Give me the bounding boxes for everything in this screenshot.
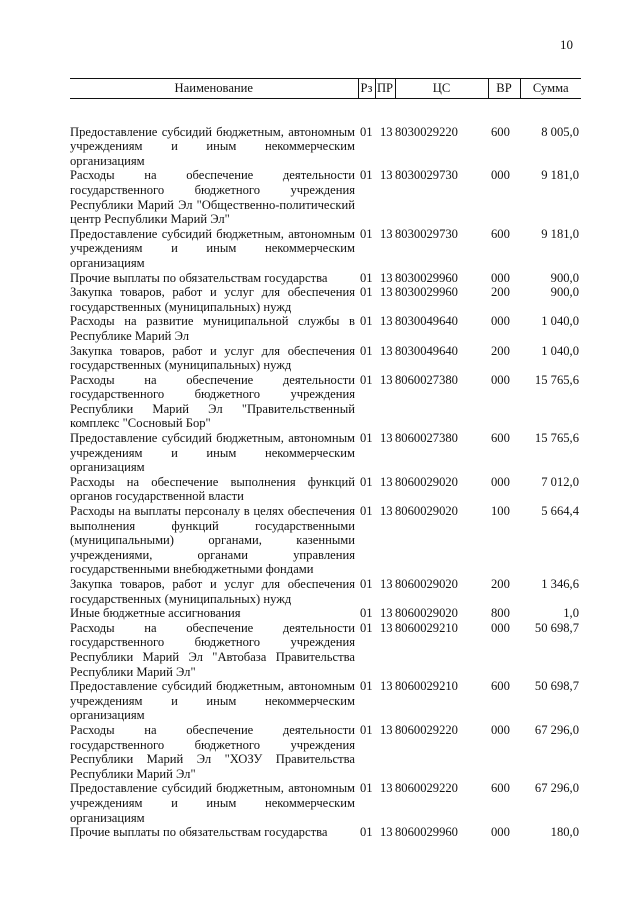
row-pr: 13: [380, 124, 393, 139]
table-row: [70, 431, 581, 475]
row-pr: 13: [380, 226, 393, 241]
table-row: [70, 344, 581, 373]
row-name: Прочие выплаты по обязательствам государства: [70, 270, 328, 285]
row-cs: 8060029020: [395, 577, 458, 591]
row-cs: 8060029960: [395, 825, 458, 840]
header-pr: ПР: [375, 79, 395, 99]
row-pr: 13: [380, 168, 393, 183]
row-rz: 01: [360, 124, 373, 139]
table-body: [70, 98, 581, 840]
row-rz: 01: [360, 168, 373, 183]
row-cs: 8030029960: [395, 270, 458, 285]
row-sum: 15 765,6: [534, 372, 579, 387]
row-cs: 8030029730: [395, 168, 458, 183]
row-name: Предоставление субсидий бюджетным, автономным учреждениям и иным некоммерческим организациям: [70, 124, 355, 168]
table-row: [70, 621, 581, 679]
table-row: [70, 314, 581, 343]
row-vr: 000: [491, 314, 510, 329]
row-rz: 01: [360, 504, 373, 519]
row-sum: 67 296,0: [534, 781, 579, 796]
row-vr: 800: [491, 606, 510, 621]
row-pr: 13: [380, 722, 393, 737]
row-vr: 000: [491, 474, 510, 489]
table-row: [70, 504, 581, 577]
row-name: Расходы на развитие муниципальной службы в Республике Марий Эл: [70, 314, 355, 343]
row-rz: 01: [360, 372, 373, 387]
row-cs: 8060029210: [395, 679, 458, 694]
row-vr: 100: [491, 504, 510, 519]
row-vr: 600: [491, 431, 510, 446]
row-pr: 13: [380, 474, 393, 489]
row-sum: 67 296,0: [534, 722, 579, 737]
row-rz: 01: [360, 722, 373, 737]
row-rz: 01: [360, 781, 373, 796]
header-vr: ВР: [488, 79, 520, 99]
row-cs: 8030029960: [395, 285, 458, 300]
row-vr: 600: [491, 679, 510, 694]
row-pr: 13: [380, 781, 393, 796]
row-sum: 50 698,7: [534, 620, 579, 635]
row-vr: 200: [491, 343, 510, 358]
row-sum: 1,0: [563, 606, 579, 621]
row-name: Иные бюджетные ассигнования: [70, 606, 241, 621]
row-rz: 01: [360, 474, 373, 489]
row-name: Расходы на обеспечение деятельности государственного бюджетного учреждения Республики Марий Эл "Правительственный комплекс "Сосновый Бор": [70, 372, 355, 431]
row-pr: 13: [380, 285, 393, 300]
row-sum: 15 765,6: [534, 431, 579, 446]
row-pr: 13: [380, 372, 393, 387]
row-cs: 8030029220: [395, 124, 458, 139]
row-pr: 13: [380, 577, 393, 591]
row-name: Предоставление субсидий бюджетным, автономным учреждениям и иным некоммерческим организациям: [70, 226, 355, 270]
header-row: [70, 79, 581, 99]
row-name: Предоставление субсидий бюджетным, автономным учреждениям и иным некоммерческим организациям: [70, 431, 355, 475]
row-rz: 01: [360, 577, 373, 591]
row-pr: 13: [380, 314, 393, 329]
row-rz: 01: [360, 226, 373, 241]
row-name: Расходы на обеспечение деятельности государственного бюджетного учреждения Республики Марий Эл "Общественно-политический центр Республики Марий Эл": [70, 168, 355, 227]
row-rz: 01: [360, 825, 373, 840]
header-cs: ЦС: [395, 79, 488, 99]
row-sum: 900,0: [550, 285, 579, 300]
row-name: Расходы на обеспечение деятельности государственного бюджетного учреждения Республики Марий Эл "Автобаза Правительства Республики Марий Эл": [70, 620, 355, 679]
row-pr: 13: [380, 343, 393, 358]
row-vr: 200: [491, 577, 510, 591]
row-name: Расходы на обеспечение деятельности государственного бюджетного учреждения Республики Марий Эл "ХОЗУ Правительства Республики Марий Эл": [70, 722, 355, 781]
table-row: [70, 285, 581, 314]
row-pr: 13: [380, 504, 393, 519]
table-row: [70, 168, 581, 226]
row-name: Предоставление субсидий бюджетным, автономным учреждениям и иным некоммерческим организациям: [70, 679, 355, 723]
header-sum: Сумма: [520, 79, 581, 99]
row-sum: 180,0: [550, 825, 579, 840]
row-rz: 01: [360, 620, 373, 635]
row-cs: 8060029220: [395, 781, 458, 796]
row-name: Расходы на выплаты персоналу в целях обеспечения выполнения функций государственными (муниципальными) органами, казенными учреждениями, органами управления государственными внебюджетными фондами: [70, 504, 355, 577]
row-cs: 8060029020: [395, 504, 458, 519]
row-vr: 600: [491, 226, 510, 241]
row-sum: 7 012,0: [541, 474, 579, 489]
row-rz: 01: [360, 431, 373, 446]
row-pr: 13: [380, 825, 393, 840]
row-name: Закупка товаров, работ и услуг для обеспечения государственных (муниципальных) нужд: [70, 343, 355, 373]
row-pr: 13: [380, 606, 393, 621]
table-row: [70, 373, 581, 431]
row-sum: 9 181,0: [541, 168, 579, 183]
row-name: Закупка товаров, работ и услуг для обеспечения государственных (муниципальных) нужд: [70, 285, 355, 314]
row-rz: 01: [360, 314, 373, 329]
row-rz: 01: [360, 270, 373, 285]
row-pr: 13: [380, 431, 393, 446]
row-name: Предоставление субсидий бюджетным, автономным учреждениям и иным некоммерческим организациям: [70, 781, 355, 825]
table-row: [70, 825, 581, 840]
table-row: [70, 227, 581, 271]
row-cs: 8060029020: [395, 606, 458, 621]
row-vr: 000: [491, 372, 510, 387]
table-row: [70, 679, 581, 723]
row-rz: 01: [360, 285, 373, 300]
row-pr: 13: [380, 620, 393, 635]
row-vr: 000: [491, 270, 510, 285]
row-sum: 8 005,0: [541, 124, 579, 139]
row-pr: 13: [380, 679, 393, 694]
row-sum: 1 040,0: [541, 343, 579, 358]
row-pr: 13: [380, 270, 393, 285]
page-number: 10: [560, 37, 573, 52]
row-cs: 8030049640: [395, 314, 458, 329]
row-vr: 200: [491, 285, 510, 300]
row-sum: 900,0: [550, 270, 579, 285]
row-sum: 1 040,0: [541, 314, 579, 329]
budget-table: [70, 78, 581, 840]
row-sum: 50 698,7: [534, 679, 579, 694]
row-sum: 9 181,0: [541, 226, 579, 241]
table-row: [70, 781, 581, 825]
row-rz: 01: [360, 679, 373, 694]
row-sum: 1 346,6: [541, 577, 579, 591]
row-cs: 8060027380: [395, 372, 458, 387]
table-row: [70, 271, 581, 286]
row-cs: 8060029220: [395, 722, 458, 737]
header-rz: Рз: [358, 79, 375, 99]
row-cs: 8030049640: [395, 343, 458, 358]
table-header: [70, 79, 581, 99]
row-name: Закупка товаров, работ и услуг для обеспечения государственных (муниципальных) нужд: [70, 577, 355, 606]
header-name: Наименование: [70, 79, 358, 99]
row-name: Прочие выплаты по обязательствам государства: [70, 825, 328, 840]
row-rz: 01: [360, 343, 373, 358]
table-row: [70, 577, 581, 606]
row-vr: 000: [491, 825, 510, 840]
row-vr: 000: [491, 168, 510, 183]
row-vr: 000: [491, 620, 510, 635]
row-cs: 8030029730: [395, 226, 458, 241]
row-rz: 01: [360, 606, 373, 621]
row-name: Расходы на обеспечение выполнения функций органов государственной власти: [70, 474, 355, 504]
row-vr: 600: [491, 781, 510, 796]
table-row: [70, 475, 581, 504]
table-row: [70, 723, 581, 781]
row-cs: 8060029210: [395, 620, 458, 635]
row-vr: 000: [491, 722, 510, 737]
row-sum: 5 664,4: [541, 504, 579, 519]
table-row: [70, 98, 581, 168]
row-vr: 600: [491, 124, 510, 139]
row-cs: 8060029020: [395, 474, 458, 489]
table-row: [70, 606, 581, 621]
row-cs: 8060027380: [395, 431, 458, 446]
